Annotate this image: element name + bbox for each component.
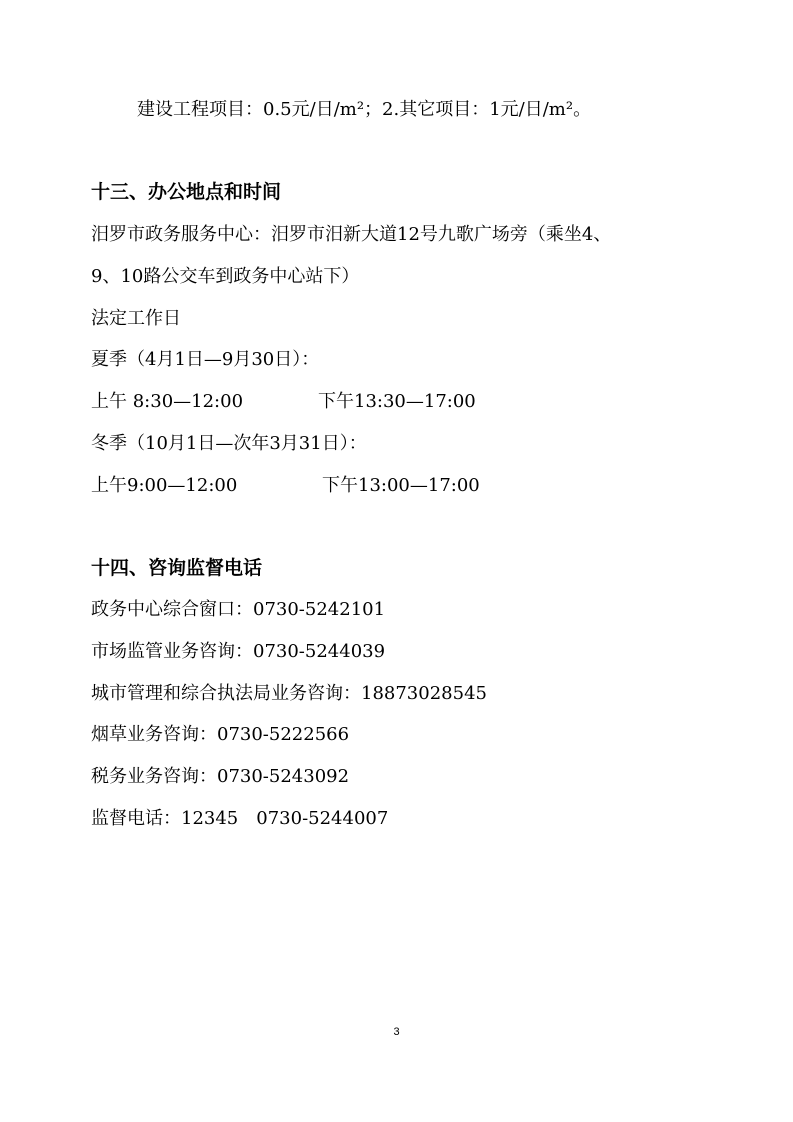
section-14-heading: 十四、咨询监督电话 bbox=[91, 557, 263, 579]
contact-urban-management: 城市管理和综合执法局业务咨询：18873028545 bbox=[91, 683, 487, 704]
summer-afternoon-hours: 下午13:30—17:00 bbox=[318, 391, 476, 412]
workday-label: 法定工作日 bbox=[91, 308, 181, 329]
fees-line: 建设工程项目：0.5元/日/m²；2.其它项目：1元/日/m²。 bbox=[137, 99, 592, 120]
address-line-2: 9、10路公交车到政务中心站下） bbox=[91, 266, 360, 287]
section-13-heading: 十三、办公地点和时间 bbox=[91, 181, 282, 203]
summer-label: 夏季（4月1日—9月30日）： bbox=[91, 349, 320, 370]
page-number: 3 bbox=[393, 1026, 400, 1038]
winter-morning-hours: 上午9:00—12:00 bbox=[91, 475, 238, 496]
summer-morning-hours: 上午 8:30—12:00 bbox=[91, 391, 244, 412]
winter-afternoon-hours: 下午13:00—17:00 bbox=[322, 475, 480, 496]
contact-service-window: 政务中心综合窗口：0730-5242101 bbox=[91, 599, 386, 620]
address-line-1: 汨罗市政务服务中心：汨罗市汨新大道12号九歌广场旁（乘坐4、 bbox=[91, 224, 612, 245]
winter-label: 冬季（10月1日—次年3月31日）： bbox=[91, 433, 367, 454]
contact-tax: 税务业务咨询：0730-5243092 bbox=[91, 766, 350, 787]
contact-tobacco: 烟草业务咨询：0730-5222566 bbox=[91, 724, 350, 745]
contact-supervision-hotline: 监督电话：12345 0730-5244007 bbox=[91, 808, 389, 829]
contact-market-supervision: 市场监管业务咨询：0730-5244039 bbox=[91, 641, 386, 662]
